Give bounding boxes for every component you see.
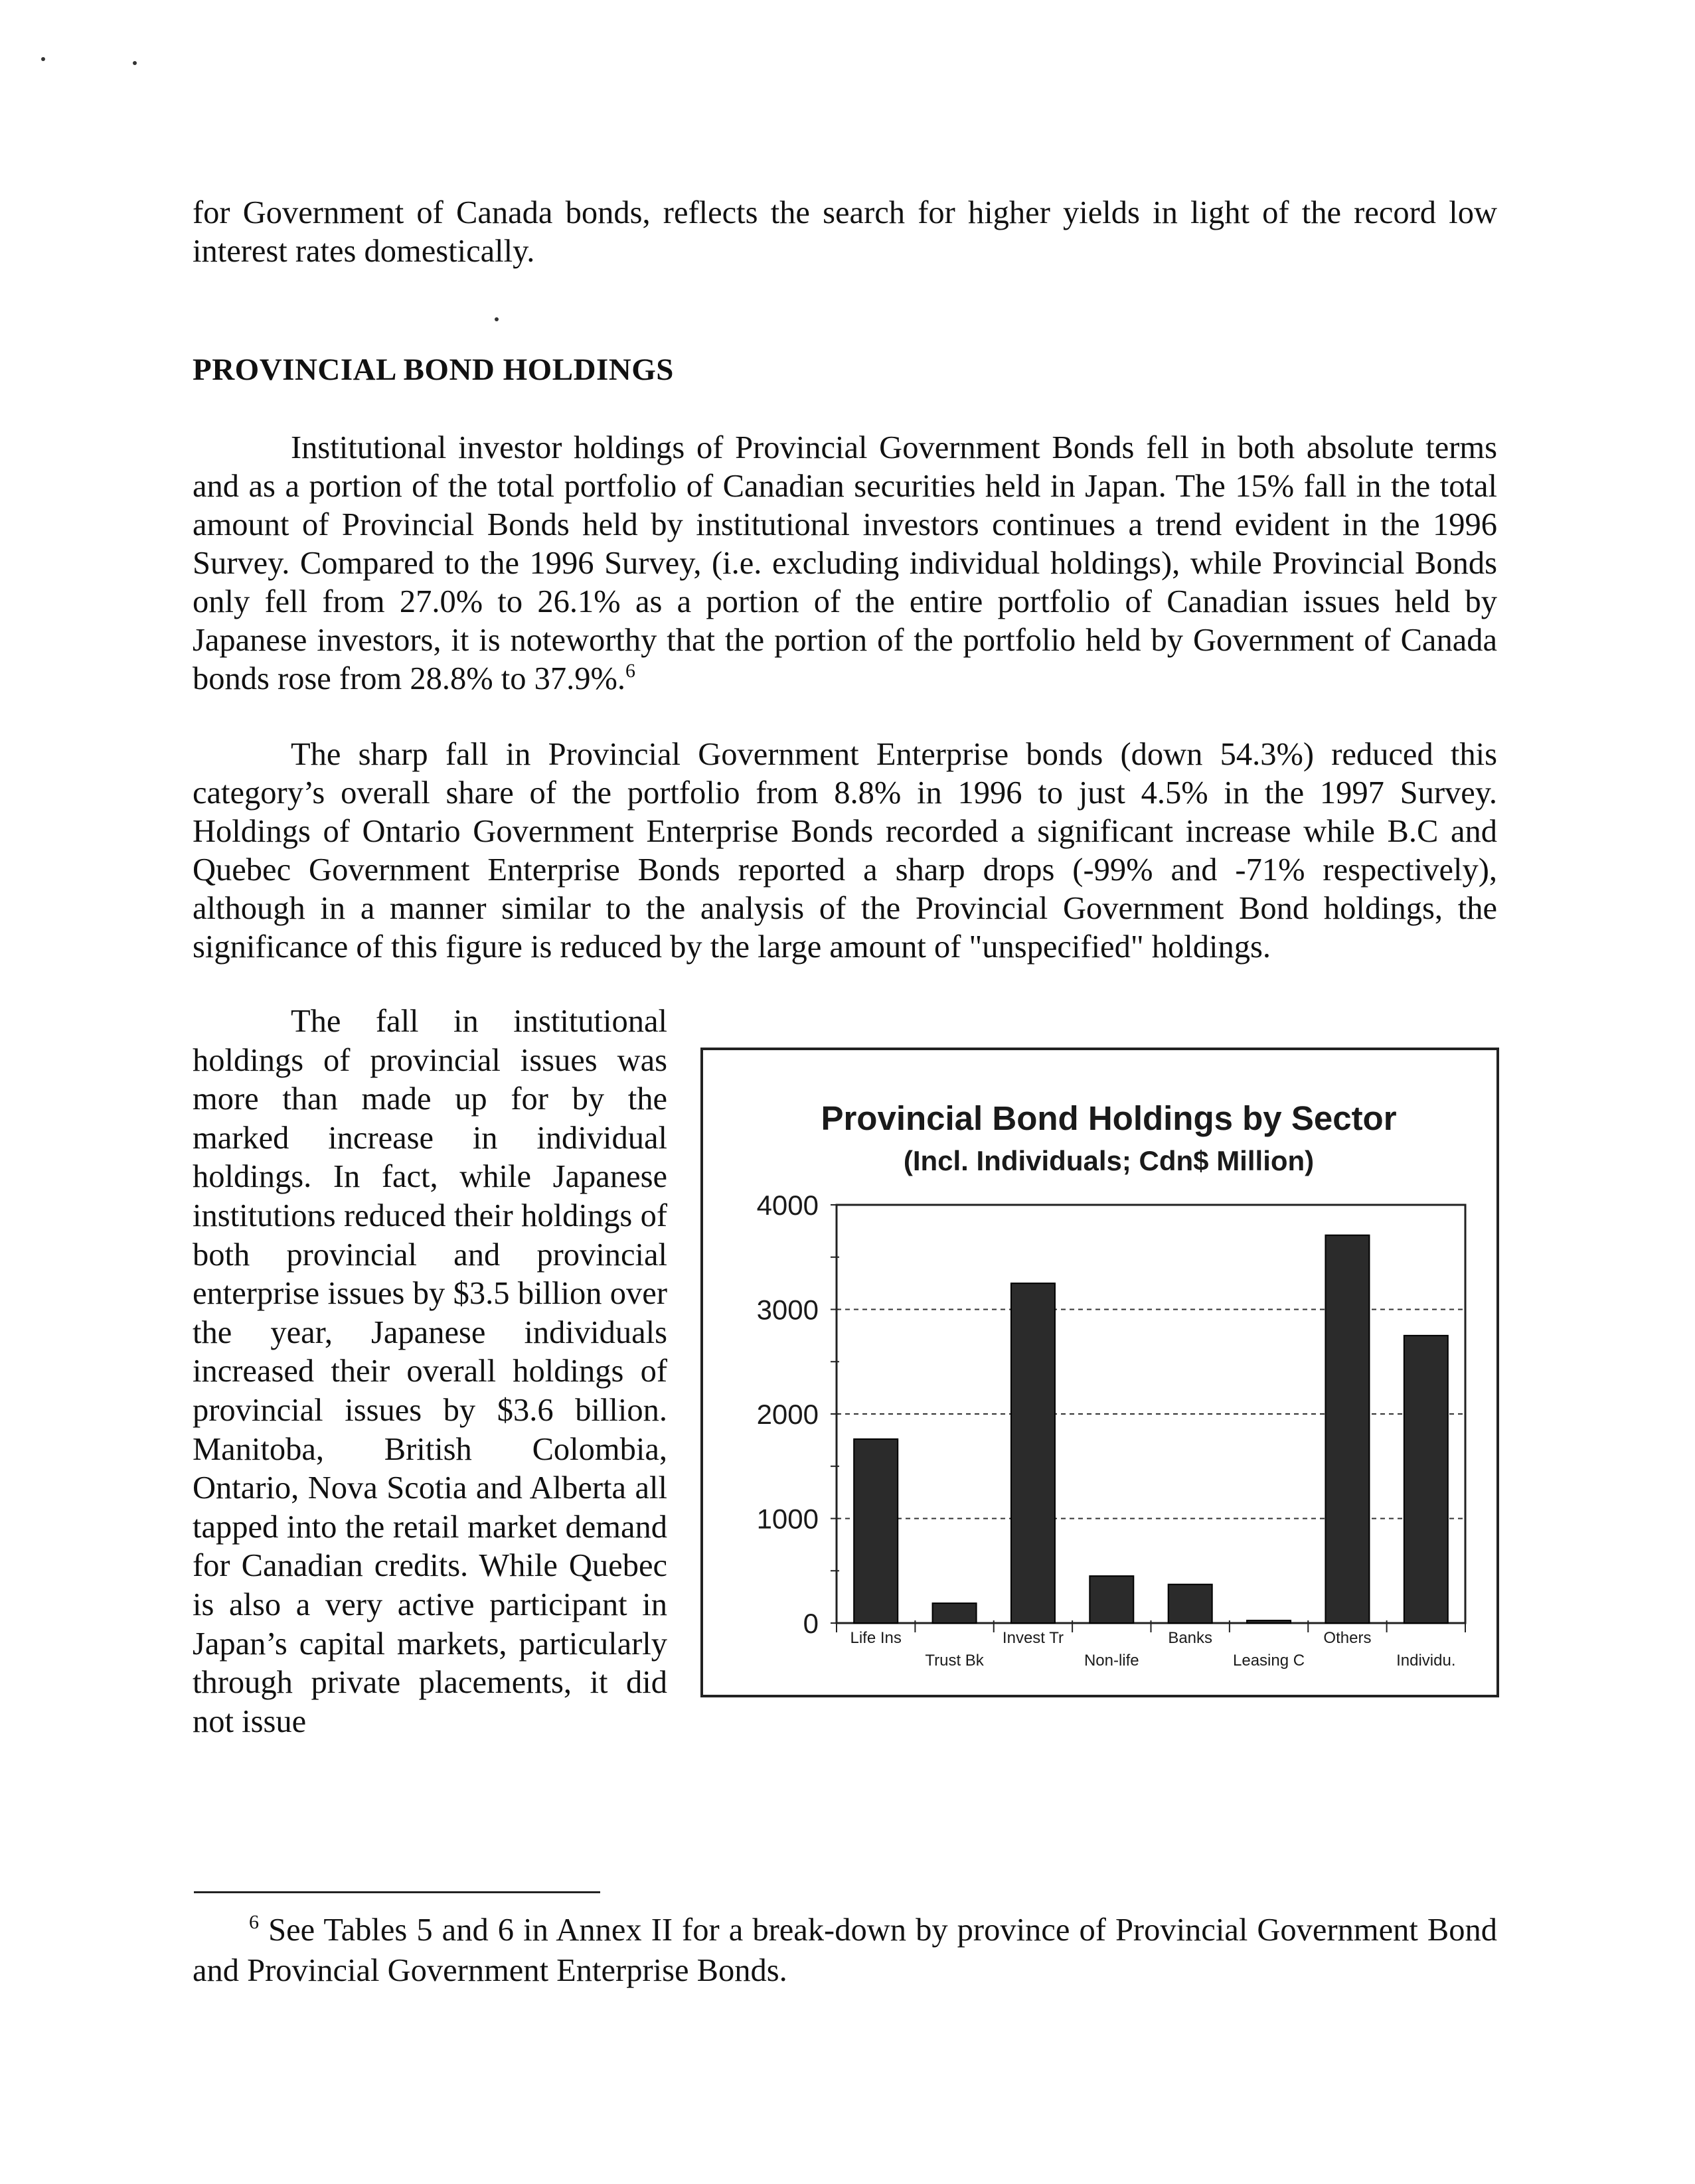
bar: [1325, 1235, 1369, 1623]
x-tick-label: Trust Bk: [925, 1652, 984, 1670]
scan-speck: [133, 61, 137, 65]
scan-speck: [495, 317, 499, 321]
gridlines: [837, 1310, 1465, 1519]
bar: [1169, 1585, 1212, 1623]
footnote-number: 6: [249, 1911, 259, 1933]
paragraph-individual-holdings-text: The fall in institutional holdings of provincial issues was more than made up for by the marked increase in individual holdings. In fact, while Japanese institutions reduced their holdings of both provincial and provincial enterprise issues by $3.5 billion over the year, Japanese individuals increased their overall holdings of provincial issues by $3.6 billion. Manitoba, British Colombia, Ontario, Nova Scotia and Alberta all tapped into the retail market demand for Canadian credits. While Quebec is also a very active participant in Japan’s capital markets, particularly through private placements, it did not issue: [193, 1004, 667, 1739]
y-tick-label: 0: [803, 1608, 819, 1639]
y-tick-label: 4000: [756, 1190, 819, 1221]
x-tick-label: Life Ins: [850, 1629, 902, 1647]
section-heading: PROVINCIAL BOND HOLDINGS: [193, 352, 674, 387]
bar: [854, 1439, 898, 1623]
x-tick-label: Leasing C: [1233, 1652, 1305, 1670]
x-tick-label: Non-life: [1084, 1652, 1139, 1670]
x-tick-label: Banks: [1168, 1629, 1213, 1647]
paragraph-enterprise-bonds-text: The sharp fall in Provincial Government Enterprise bonds (down 54.3%) reduced this category’s overall share of the portfolio from 8.8% in 1996 to just 4.5% in the 1997 Survey. Holdings of Ontario Government Enterprise Bonds recorded a significant increase while B.C and Quebec Government Enterprise Bonds reported a sharp drops (-99% and -71% respectively), although in a manner similar to the analysis of the Provincial Government Bond holdings, the significance of this figure is reduced by the large amount of "unspecified" holdings.: [193, 737, 1497, 965]
footnote-text: See Tables 5 and 6 in Annex II for a break-down by province of Provincial Government Bond and Provincial Government Enterprise Bonds.: [193, 1912, 1498, 1988]
y-tick-label: 3000: [756, 1294, 819, 1326]
bond-holdings-chart: [700, 1048, 1499, 1697]
bars: [854, 1235, 1448, 1623]
x-tick-label: Others: [1323, 1629, 1372, 1647]
chart-subtitle: (Incl. Individuals; Cdn$ Million): [903, 1145, 1315, 1176]
x-tick-label: Invest Tr: [1002, 1629, 1064, 1647]
bar-chart-svg: [703, 1050, 1502, 1700]
bar: [1404, 1336, 1448, 1623]
bar: [1090, 1576, 1133, 1623]
y-tick-label: 1000: [756, 1503, 819, 1535]
scan-speck: [41, 57, 45, 61]
paragraph-individual-holdings: [193, 1002, 667, 1741]
bar: [933, 1603, 977, 1623]
bar: [1011, 1283, 1055, 1623]
paragraph-institutional-holdings: [193, 429, 1497, 698]
footnote: [193, 1910, 1497, 1991]
chart-title: Provincial Bond Holdings by Sector: [821, 1099, 1397, 1137]
x-axis-ticks: [837, 1620, 1465, 1670]
intro-paragraph: for Government of Canada bonds, reflects the search for higher yields in light of the record low interest rates domestically.: [193, 195, 1497, 269]
x-tick-label: Individu.: [1396, 1652, 1456, 1670]
y-tick-label: 2000: [756, 1399, 819, 1430]
y-axis-ticks: [757, 1190, 839, 1639]
bar: [1247, 1620, 1291, 1623]
footnote-reference: 6: [625, 660, 635, 682]
footnote-divider: [194, 1891, 600, 1893]
paragraph-institutional-holdings-text: Institutional investor holdings of Provincial Government Bonds fell in both absolute terms and as a portion of the total portfolio of Canadian securities held in Japan. The 15% fall in the total amount of Provincial Bonds held by institutional investors continues a trend evident in the 1996 Survey. Compared to the 1996 Survey, (i.e. excluding individual holdings), while Provincial Bonds only fell from 27.0% to 26.1% as a portion of the entire portfolio of Canadian issues held by Japanese investors, it is noteworthy that the portion of the portfolio held by Government of Canada bonds rose from 28.8% to 37.9%.: [193, 430, 1497, 696]
paragraph-enterprise-bonds: [193, 736, 1497, 967]
